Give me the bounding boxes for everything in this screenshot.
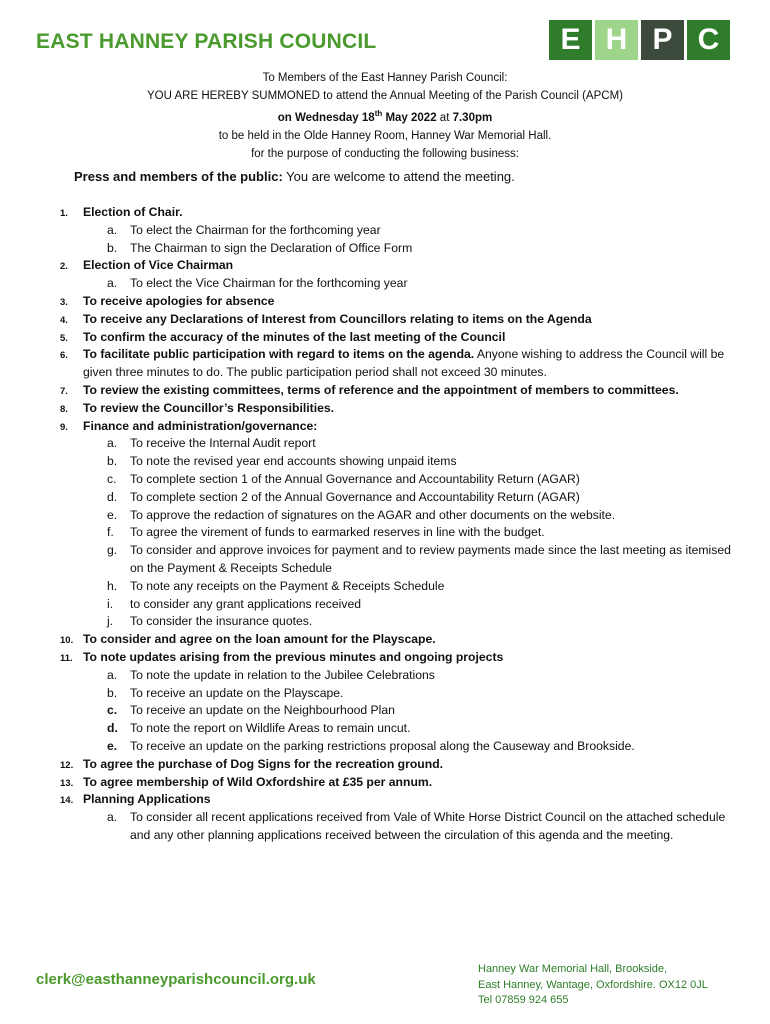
logo-tile-c: C [687, 20, 730, 60]
agenda-subitem [0, 240, 770, 258]
agenda-item-number: 10. [60, 635, 74, 647]
agenda-subitem-text: To receive the Internal Audit report [130, 436, 316, 451]
agenda-item [0, 791, 770, 809]
agenda-subitem-letter: h. [107, 578, 118, 593]
agenda-subitem-letter: c. [107, 471, 117, 486]
public-note-text: You are welcome to attend the meeting. [282, 169, 515, 184]
agenda-subitem [0, 222, 770, 240]
agenda-item [0, 382, 770, 400]
agenda-subitem-text: To consider all recent applications received from Vale of White Horse District Council on the attached schedule and any other planning applications received between the circulation of this agenda and the meeting. [130, 810, 726, 842]
agenda-item [0, 293, 770, 311]
agenda-item [0, 204, 770, 222]
agenda-item-number: 11. [60, 652, 73, 664]
agenda-subitem-letter: a. [107, 667, 118, 682]
agenda-list [0, 204, 770, 845]
meeting-date-month: May 2022 [382, 111, 437, 124]
agenda-subitem-text: To note any receipts on the Payment & Receipts Schedule [130, 578, 445, 593]
agenda-item-number: 13. [60, 777, 74, 789]
agenda-subitem-letter: e. [107, 738, 118, 753]
agenda-subitem [0, 453, 770, 471]
agenda-item-title: To receive any Declarations of Interest from Councillors relating to items on the Agenda [83, 311, 592, 326]
agenda-subitem-letter: a. [107, 810, 118, 825]
agenda-subitem-letter: i. [107, 596, 114, 611]
agenda-item-title: To confirm the accuracy of the minutes of the last meeting of the Council [83, 329, 506, 344]
agenda-subitem-letter: f. [107, 525, 114, 540]
agenda-subitem [0, 809, 770, 845]
agenda-subitem-text: to consider any grant applications received [130, 596, 362, 611]
meeting-purpose: for the purpose of conducting the following business: [251, 147, 519, 160]
agenda-subitem [0, 489, 770, 507]
agenda-subitem [0, 435, 770, 453]
agenda-item [0, 631, 770, 649]
agenda-subitem [0, 596, 770, 614]
agenda-subitem-text: To note the update in relation to the Jubilee Celebrations [130, 667, 435, 682]
meeting-date [0, 105, 770, 127]
agenda-subitem [0, 738, 770, 756]
agenda-subitem [0, 471, 770, 489]
meeting-venue: to be held in the Olde Hanney Room, Hanney War Memorial Hall. [218, 129, 552, 142]
agenda-item-title: To review the Councillor’s Responsibilities. [83, 400, 335, 415]
agenda-item-number: 5. [60, 332, 68, 344]
public-note [74, 169, 515, 184]
ehpc-logo [549, 20, 730, 60]
agenda-item-title: To agree the purchase of Dog Signs for the recreation ground. [83, 756, 444, 771]
agenda-item-number: 14. [60, 795, 74, 807]
agenda-subitem-letter: b. [107, 454, 118, 469]
agenda-subitem-text: To complete section 2 of the Annual Governance and Accountability Return (AGAR) [130, 489, 580, 504]
agenda-subitem-letter: c. [107, 703, 118, 718]
agenda-subitem [0, 720, 770, 738]
agenda-item-number: 2. [60, 261, 68, 273]
summons-intro [0, 69, 770, 163]
agenda-item-title: To review the existing committees, terms of reference and the appointment of members to committees. [83, 382, 679, 397]
agenda-subitem-text: To approve the redaction of signatures on the AGAR and other documents on the website. [130, 507, 616, 522]
agenda-subitem-letter: a. [107, 222, 118, 237]
meeting-time: 7.30pm [452, 111, 493, 124]
agenda-item-text: Anyone wishing to address the Council will be given three minutes to do. The public participation period shall not exceed 30 minutes. [83, 347, 725, 380]
agenda-subitem-text: To receive an update on the Neighbourhood Plan [130, 703, 395, 718]
agenda-subitem [0, 613, 770, 631]
agenda-subitem [0, 524, 770, 542]
agenda-item-number: 8. [60, 403, 68, 415]
council-name: EAST HANNEY PARISH COUNCIL [36, 30, 377, 53]
agenda-subitem-text: To receive an update on the Playscape. [130, 685, 344, 700]
logo-tile-e: E [549, 20, 592, 60]
agenda-subitem [0, 578, 770, 596]
agenda-subitem [0, 542, 770, 578]
agenda-item-number: 12. [60, 759, 74, 771]
agenda-item [0, 649, 770, 667]
agenda-subitem-text: To complete section 1 of the Annual Governance and Accountability Return (AGAR) [130, 471, 580, 486]
agenda-subitem-text: To elect the Vice Chairman for the forthcoming year [130, 276, 408, 291]
agenda-subitem-text: To receive an update on the parking restrictions proposal along the Causeway and Brookside. [130, 738, 635, 753]
agenda-item-title: To facilitate public participation with regard to items on the agenda. [83, 347, 475, 362]
agenda-item-title: To consider and agree on the loan amount for the Playscape. [83, 632, 436, 647]
agenda-item [0, 257, 770, 275]
agenda-subitem-text: The Chairman to sign the Declaration of Office Form [130, 240, 413, 255]
agenda-subitem-letter: b. [107, 685, 118, 700]
agenda-item-title: Election of Chair. [83, 205, 183, 219]
agenda-item-title: To agree membership of Wild Oxfordshire at £35 per annum. [83, 774, 433, 789]
agenda-item-title: To receive apologies for absence [83, 293, 275, 308]
agenda-item-number: 3. [60, 296, 68, 308]
agenda-subitem-letter: j. [107, 614, 114, 629]
logo-tile-p: P [641, 20, 684, 60]
meeting-date-suffix-sup: th [374, 109, 383, 118]
agenda-subitem-letter: g. [107, 543, 118, 558]
council-address [478, 962, 708, 1009]
agenda-item [0, 418, 770, 436]
agenda-item-number: 6. [60, 350, 68, 362]
agenda-subitem-text: To consider the insurance quotes. [130, 614, 313, 629]
agenda-item-title: Finance and administration/governance: [83, 418, 318, 433]
agenda-item-number: 9. [60, 421, 68, 433]
agenda-item-number: 1. [60, 208, 68, 219]
agenda-subitem-text: To note the revised year end accounts showing unpaid items [130, 454, 457, 469]
agenda-item-title: Election of Vice Chairman [83, 258, 234, 273]
agenda-subitem-letter: a. [107, 436, 118, 451]
phone-number: Tel 07859 924 655 [478, 994, 569, 1006]
agenda-subitem [0, 275, 770, 293]
agenda-subitem-text: To consider and approve invoices for payment and to review payments made since the last meeting as itemised on the Payment & Receipts Schedule [130, 543, 731, 575]
agenda-item-title: To note updates arising from the previous minutes and ongoing projects [83, 649, 504, 664]
intro-addressee: To Members of the East Hanney Parish Council: [262, 72, 508, 84]
agenda-item [0, 400, 770, 418]
agenda-subitem-letter: b. [107, 240, 118, 255]
agenda-item-title: Planning Applications [83, 792, 211, 807]
meeting-time-joiner: at [436, 111, 453, 124]
agenda-subitem [0, 507, 770, 525]
agenda-item [0, 329, 770, 347]
agenda-item [0, 774, 770, 792]
agenda-subitem-letter: d. [107, 489, 118, 504]
clerk-email: clerk@easthanneyparishcouncil.org.uk [36, 971, 316, 988]
agenda-item [0, 311, 770, 329]
agenda-subitem-letter: d. [107, 721, 118, 736]
intro-summons: YOU ARE HEREBY SUMMONED to attend the Annual Meeting of the Parish Council (APCM) [147, 90, 623, 102]
agenda-item-number: 7. [60, 385, 68, 397]
agenda-subitem-letter: a. [107, 276, 118, 291]
logo-tile-h: H [595, 20, 638, 60]
agenda-subitem [0, 667, 770, 685]
agenda-subitem-text: To agree the virement of funds to earmarked reserves in line with the budget. [130, 525, 545, 540]
public-note-label: Press and members of the public: [74, 169, 283, 184]
agenda-item-number: 4. [60, 314, 68, 326]
agenda-subitem-text: To elect the Chairman for the forthcoming year [130, 222, 381, 237]
address-line-1: Hanney War Memorial Hall, Brookside, [478, 963, 668, 975]
agenda-item [0, 756, 770, 774]
agenda-subitem-letter: e. [107, 507, 118, 522]
agenda-subitem-text: To note the report on Wildlife Areas to remain uncut. [130, 721, 411, 736]
address-line-2: East Hanney, Wantage, Oxfordshire. OX12 0JL [478, 978, 708, 991]
agenda-item [0, 346, 770, 382]
agenda-subitem [0, 702, 770, 720]
meeting-date-prefix: on Wednesday 18 [277, 111, 375, 124]
agenda-subitem [0, 685, 770, 703]
